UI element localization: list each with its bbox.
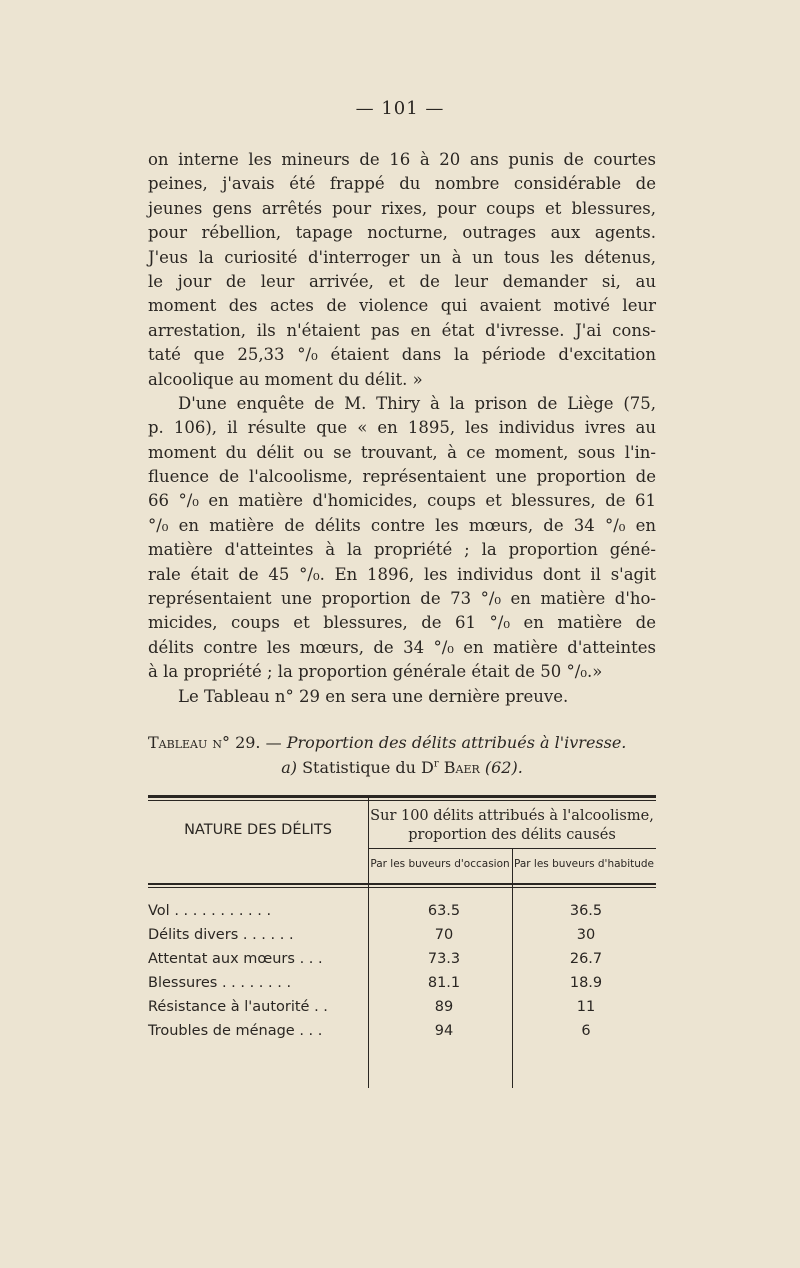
body-line: rale était de 45 °/₀. En 1896, les individus dont il s'agit <box>148 564 656 584</box>
value-habitude: 30 <box>576 927 596 943</box>
subcaption-letter: a) <box>281 758 297 777</box>
group-header-line2: proportion des délits causés <box>408 827 616 843</box>
row-label-text: Délits divers <box>148 927 239 943</box>
value-occasion: 89 <box>434 999 454 1015</box>
body-line: représentaient une proportion de 73 °/₀ en matière d'ho- <box>148 589 656 609</box>
body-line: taté que 25,33 °/₀ étaient dans la période d'excitation <box>148 345 656 365</box>
body-line: alcoolique au moment du délit. » <box>148 369 423 389</box>
caption-title: Proportion des délits attribués à l'ivresse. <box>286 733 627 752</box>
table-caption <box>148 733 656 752</box>
column-header-nature: NATURE DES DÉLITS <box>184 822 332 838</box>
row-label <box>148 1023 368 1039</box>
row-leader-dots: . . . . . . . . . . . <box>174 903 272 919</box>
value-occasion: 81.1 <box>427 975 461 991</box>
value-habitude: 11 <box>576 999 596 1015</box>
body-line: J'eus la curiosité d'interroger un à un tous les détenus, <box>148 247 656 267</box>
value-habitude: 26.7 <box>569 951 603 967</box>
body-line: micides, coups et blessures, de 61 °/₀ en matière de <box>148 613 656 633</box>
value-occasion: 94 <box>434 1023 454 1039</box>
row-label-text: Vol <box>148 903 170 919</box>
table-top-rule <box>148 795 656 798</box>
row-leader-dots: . . . <box>299 1023 323 1039</box>
table-subcaption <box>148 758 656 777</box>
subcaption-ref: (62). <box>484 758 523 777</box>
body-line: p. 106), il résulte que « en 1895, les individus ivres au <box>148 418 656 438</box>
body-line: le jour de leur arrivée, et de leur demander si, au <box>148 271 656 291</box>
body-line: °/₀ en matière de délits contre les mœurs, de 34 °/₀ en <box>148 515 656 535</box>
value-habitude: 6 <box>581 1023 591 1039</box>
row-leader-dots: . . . . . . <box>242 927 294 943</box>
subcaption-sup: r <box>433 758 439 770</box>
body-line: moment des actes de violence qui avaient motivé leur <box>148 296 656 316</box>
header-bottom-rule-thin <box>148 887 656 888</box>
body-line: D'une enquête de M. Thiry à la prison de Liège (75, <box>178 393 656 413</box>
body-line: on interne les mineurs de 16 à 20 ans punis de courtes <box>148 150 656 169</box>
row-label-text: Blessures <box>148 975 218 991</box>
row-label <box>148 951 368 967</box>
caption-dash: — <box>265 733 282 752</box>
body-line: Le Tableau n° 29 en sera une dernière preuve. <box>178 686 569 706</box>
row-label <box>148 927 368 943</box>
row-label <box>148 975 368 991</box>
subheader-habitude: Par les buveurs d'habitude <box>513 858 655 870</box>
body-line: peines, j'avais été frappé du nombre considérable de <box>148 174 656 194</box>
body-line: à la propriété ; la proportion générale était de 50 °/₀.» <box>148 662 603 682</box>
value-habitude: 18.9 <box>569 975 603 991</box>
page-number: — 101 — <box>355 98 445 119</box>
value-habitude: 36.5 <box>569 903 603 919</box>
row-label-text: Troubles de ménage <box>148 1023 295 1039</box>
subheader-occasion: Par les buveurs d'occasion <box>370 858 510 870</box>
body-line: délits contre les mœurs, de 34 °/₀ en matière d'atteintes <box>148 637 656 657</box>
subcaption-text: Statistique du D <box>302 758 434 777</box>
body-line: 66 °/₀ en matière d'homicides, coups et blessures, de 61 <box>148 491 656 511</box>
row-leader-dots: . . <box>314 999 328 1015</box>
value-occasion: 63.5 <box>427 903 461 919</box>
row-label <box>148 999 368 1015</box>
value-occasion: 70 <box>434 927 454 943</box>
body-line: arrestation, ils n'étaient pas en état d'ivresse. J'ai cons- <box>148 320 656 340</box>
subcaption-author: Baer <box>443 758 480 777</box>
body-text <box>148 148 656 709</box>
header-bottom-rule <box>148 883 656 885</box>
row-leader-dots: . . . <box>299 951 323 967</box>
table-top-rule-thin <box>148 800 656 801</box>
row-label-text: Résistance à l'autorité <box>148 999 310 1015</box>
body-line: jeunes gens arrêtés pour rixes, pour coups et blessures, <box>148 198 656 218</box>
group-header-line1: Sur 100 délits attribués à l'alcoolisme, <box>370 808 654 824</box>
body-line: pour rébellion, tapage nocturne, outrages aux agents. <box>148 223 656 243</box>
caption-prefix: Tableau n° <box>148 733 230 752</box>
body-line: moment du délit ou se trouvant, à ce moment, sous l'in- <box>148 442 656 462</box>
row-label <box>148 903 368 919</box>
row-label-text: Attentat aux mœurs <box>148 951 295 967</box>
row-leader-dots: . . . . . . . . <box>221 975 292 991</box>
value-occasion: 73.3 <box>427 951 461 967</box>
body-line: fluence de l'alcoolisme, représentaient une proportion de <box>148 467 656 487</box>
body-line: matière d'atteintes à la propriété ; la proportion géné- <box>148 540 656 560</box>
caption-number: 29. <box>235 733 261 752</box>
